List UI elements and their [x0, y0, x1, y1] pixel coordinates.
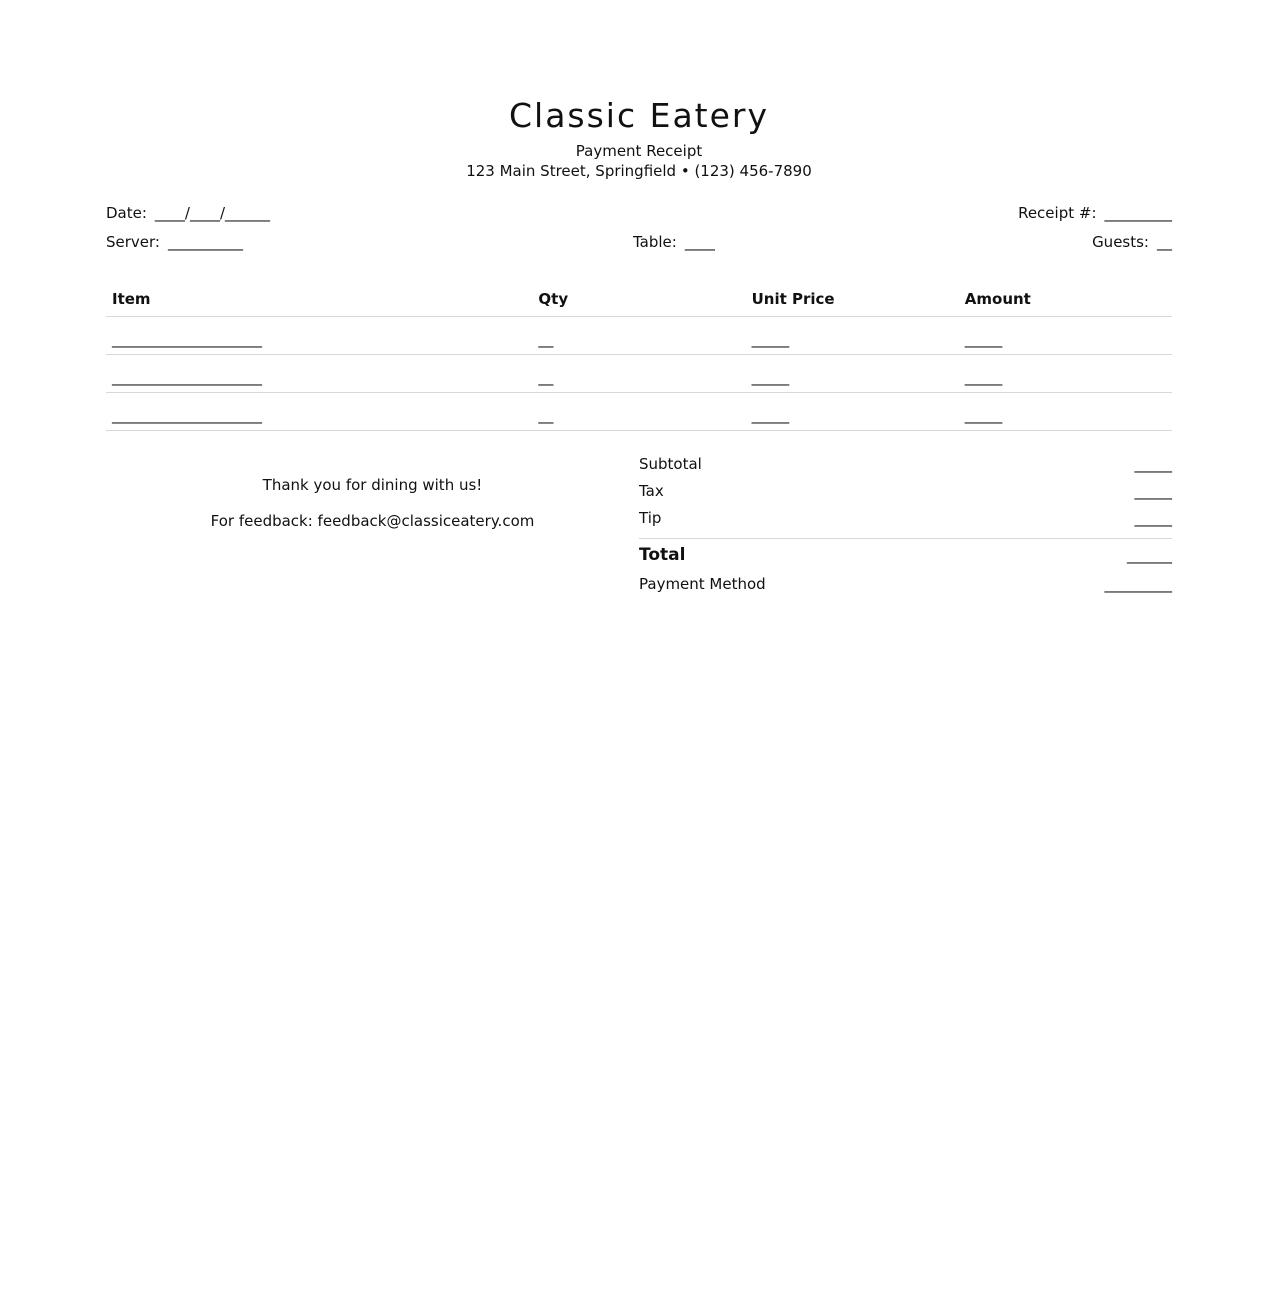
payment-method-value[interactable]: _________	[1104, 575, 1172, 593]
subtotal-value[interactable]: _____	[1134, 455, 1172, 473]
receipt-number-field[interactable]	[1018, 204, 1172, 222]
tip-value[interactable]: _____	[1134, 509, 1172, 527]
item-cell[interactable]: ____________________	[106, 317, 532, 355]
receipt-subtitle: Payment Receipt	[575, 142, 703, 160]
table-value: ____	[684, 233, 715, 251]
restaurant-address: 123 Main Street, Springfield • (123) 456-7890	[466, 162, 812, 180]
receipt-bottom	[106, 455, 1172, 602]
unit-price-cell[interactable]: _____	[746, 355, 959, 393]
items-table-header	[106, 284, 1172, 317]
receipt-number-label: Receipt #:	[1018, 204, 1097, 222]
tax-value[interactable]: _____	[1134, 482, 1172, 500]
receipt-header	[106, 96, 1172, 182]
server-field[interactable]	[106, 233, 243, 251]
header-amount: Amount	[959, 284, 1172, 317]
meta-row-server	[106, 233, 1172, 262]
guests-value: __	[1157, 233, 1172, 251]
qty-cell[interactable]: __	[532, 393, 745, 431]
restaurant-name: Classic Eatery	[508, 96, 770, 135]
server-value: __________	[167, 233, 243, 251]
item-cell[interactable]: ____________________	[106, 393, 532, 431]
tip-row	[639, 509, 1172, 536]
totals-section	[639, 455, 1172, 602]
receipt-meta	[106, 204, 1172, 262]
header-unit-price: Unit Price	[746, 284, 959, 317]
meta-row-date	[106, 204, 1172, 233]
feedback-line: For feedback: feedback@classiceatery.com	[210, 512, 535, 530]
table-field[interactable]	[633, 233, 715, 251]
amount-cell[interactable]: _____	[959, 317, 1172, 355]
subtotal-label: Subtotal	[639, 455, 702, 473]
tax-row	[639, 482, 1172, 509]
qty-cell[interactable]: __	[532, 317, 745, 355]
table-row	[106, 393, 1172, 431]
guests-field[interactable]	[1092, 233, 1172, 251]
server-label: Server:	[106, 233, 160, 251]
table-row	[106, 355, 1172, 393]
unit-price-cell[interactable]: _____	[746, 393, 959, 431]
thanks-message: Thank you for dining with us!	[262, 476, 483, 494]
table-label: Table:	[633, 233, 677, 251]
date-label: Date:	[106, 204, 147, 222]
header-qty: Qty	[532, 284, 745, 317]
date-field[interactable]	[106, 204, 270, 222]
item-cell[interactable]: ____________________	[106, 355, 532, 393]
qty-cell[interactable]: __	[532, 355, 745, 393]
payment-method-row	[639, 575, 1172, 602]
subtotal-row	[639, 455, 1172, 482]
thanks-section	[106, 455, 639, 602]
tip-label: Tip	[639, 509, 662, 527]
receipt	[106, 96, 1172, 602]
total-value[interactable]: ______	[1127, 546, 1172, 564]
receipt-number-value: _________	[1104, 204, 1172, 222]
total-row	[639, 538, 1172, 575]
total-label: Total	[639, 545, 686, 565]
table-row	[106, 317, 1172, 355]
amount-cell[interactable]: _____	[959, 393, 1172, 431]
guests-label: Guests:	[1092, 233, 1149, 251]
header-item: Item	[106, 284, 532, 317]
items-table	[106, 284, 1172, 431]
unit-price-cell[interactable]: _____	[746, 317, 959, 355]
tax-label: Tax	[639, 482, 664, 500]
amount-cell[interactable]: _____	[959, 355, 1172, 393]
payment-method-label: Payment Method	[639, 575, 766, 593]
date-value: ____/____/______	[154, 204, 271, 222]
